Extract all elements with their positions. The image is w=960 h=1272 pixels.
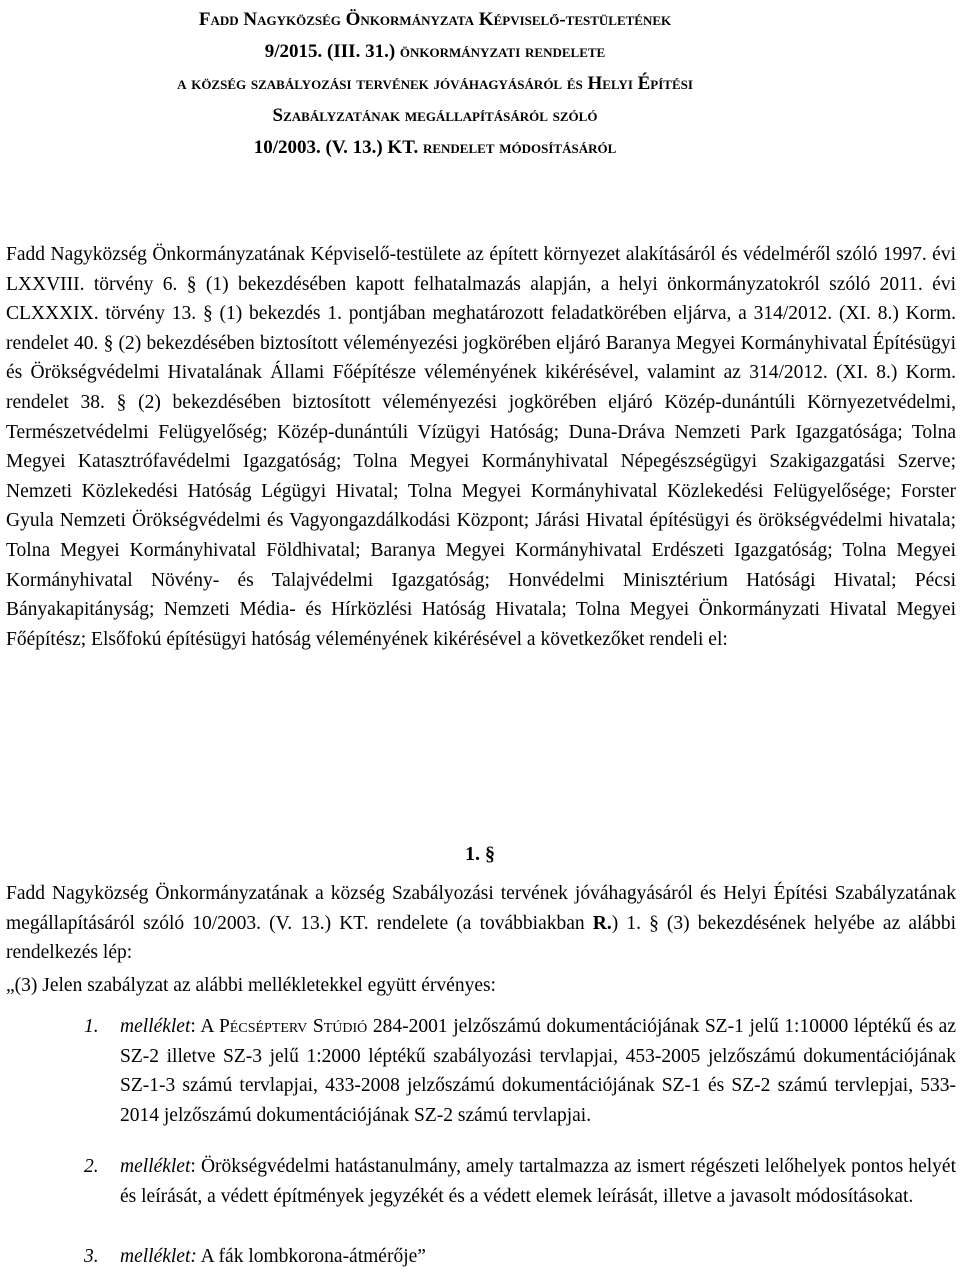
annex-text: : Örökségvédelmi hatástanulmány, amely tartalmazza az ismert régészeti lelőhelyek pontos helyét és leírását, a védett építmények jegyzékét és a védett elemek leírását, illetve a javasolt módosításokat.	[120, 1156, 956, 1207]
amendment-abbrev: R.	[592, 912, 612, 934]
title-line-3: a község szabályozási tervének jóváhagyásáról és Helyi Építési	[177, 73, 693, 94]
quote-lead: „(3) Jelen szabályzat az alábbi mellékletekkel együtt érvényes:	[6, 975, 496, 996]
title-line-4: Szabályzatának megállapításáról szóló	[272, 105, 598, 126]
title-line-2: 9/2015. (III. 31.) önkormányzati rendelete	[264, 41, 606, 62]
annex-studio: Pécsépterv Stúdió	[218, 1016, 368, 1037]
annex-number: 3.	[84, 1246, 99, 1267]
annex-number: 2.	[84, 1156, 99, 1177]
title-line-5	[0, 132, 870, 164]
title-line-5-rest: rendelet módosításáról	[418, 137, 617, 158]
amendment-text-c: ) 1. § (3) bekezdésének helyébe az alábbi rendelkezés lép:	[6, 912, 956, 964]
title-line-5-ref: 10/2003. (V. 13.) KT.	[253, 137, 419, 158]
annex-item	[84, 1152, 956, 1211]
annex-item	[84, 1012, 956, 1130]
amendment-text-a: Fadd Nagyközség Önkormányzatának a község Szabályozási tervének jóváhagyásáról és Helyi Építési Szabályzatának megállapításáról szóló 10/2003. (V. 13.) KT. rendelete (a továbbiakban	[6, 883, 956, 934]
annex-content	[120, 1152, 956, 1211]
amendment-paragraph	[6, 879, 956, 968]
section-heading: 1. §	[465, 843, 495, 865]
annex-label: melléklet	[120, 1156, 191, 1177]
annex-item	[84, 1242, 956, 1272]
title-line-1: Fadd Nagyközség Önkormányzata Képviselő-testületének	[198, 9, 672, 30]
annex-label: melléklet:	[120, 1246, 197, 1267]
annex-text: A fák lombkorona-átmérője”	[196, 1246, 426, 1267]
preamble-paragraph: Fadd Nagyközség Önkormányzatának Képviselő-testülete az épített környezet alakításáról és védelméről szóló 1997. évi LXXVIII. törvény 6. § (1) bekezdésében kapott felhatalmazás alapján, a helyi önkormányzatokról szóló 2011. évi CLXXXIX. törvény 13. § (1) bekezdés 1. pontjában meghatározott feladatkörében eljárva, a 314/2012. (XI. 8.) Korm. rendelet 40. § (2) bekezdésében biztosított véleményezési jogkörében eljáró Baranya Megyei Kormányhivatal Építésügyi és Örökségvédelmi Hivatalának Állami Főépítésze véleményének kikérésével, valamint az 314/2012. (XI. 8.) Korm. rendelet 38. § (2) bekezdésében biztosított véleményezési jogkörében eljáró Közép-dunántúli Környezetvédelmi, Természetvédelmi Felügyelőség; Közép-dunántúli Vízügyi Hatóság; Duna-Dráva Nemzeti Park Igazgatósága; Tolna Megyei Katasztrófavédelmi Igazgatóság; Tolna Megyei Kormányhivatal Népegészségügyi Szakigazgatási Szerve; Nemzeti Közlekedési Hatóság Légügyi Hivatal; Tolna Megyei Kormányhivatal Közlekedési Felügyelősége; Forster Gyula Nemzeti Örökségvédelmi és Vagyongazdálkodási Központ; Járási Hivatal építésügyi és örökségvédelmi hivatala; Tolna Megyei Kormányhivatal Földhivatal; Baranya Megyei Kormányhivatal Erdészeti Igazgatóság; Tolna Megyei Kormányhivatal Növény- és Talajvédelmi Igazgatóság; Honvédelmi Minisztérium Hatósági Hivatal; Pécsi Bányakapitányság; Nemzeti Média- és Hírközlési Hatóság Hivatala; Tolna Megyei Önkormányzati Hivatal Megyei Főépítész; Elsőfokú építésügyi hatóság véleményének kikérésével a következőket rendeli el:	[6, 244, 956, 650]
annex-text-b: 284-2001 jelzőszámú dokumentációjának SZ-1 jelű 1:10000 léptékű és az SZ-2 illetve SZ-3 jelű 1:2000 léptékű szabályozási tervlapjai, 453-2005 jelzőszámú dokumentációjának SZ-1-3 számú tervlapjai, 433-2008 jelzőszámú dokumentációjának SZ-1 és SZ-2 számú tervlepjai, 533-2014 jelzőszámú dokumentációjának SZ-2 számú tervlapjai.	[120, 1016, 956, 1126]
regulation-title	[0, 4, 870, 164]
annex-text-a: : A	[190, 1016, 219, 1037]
annex-number: 1.	[84, 1016, 99, 1037]
annex-content	[120, 1242, 956, 1272]
annex-content	[120, 1012, 956, 1130]
annex-label: melléklet	[120, 1016, 191, 1037]
